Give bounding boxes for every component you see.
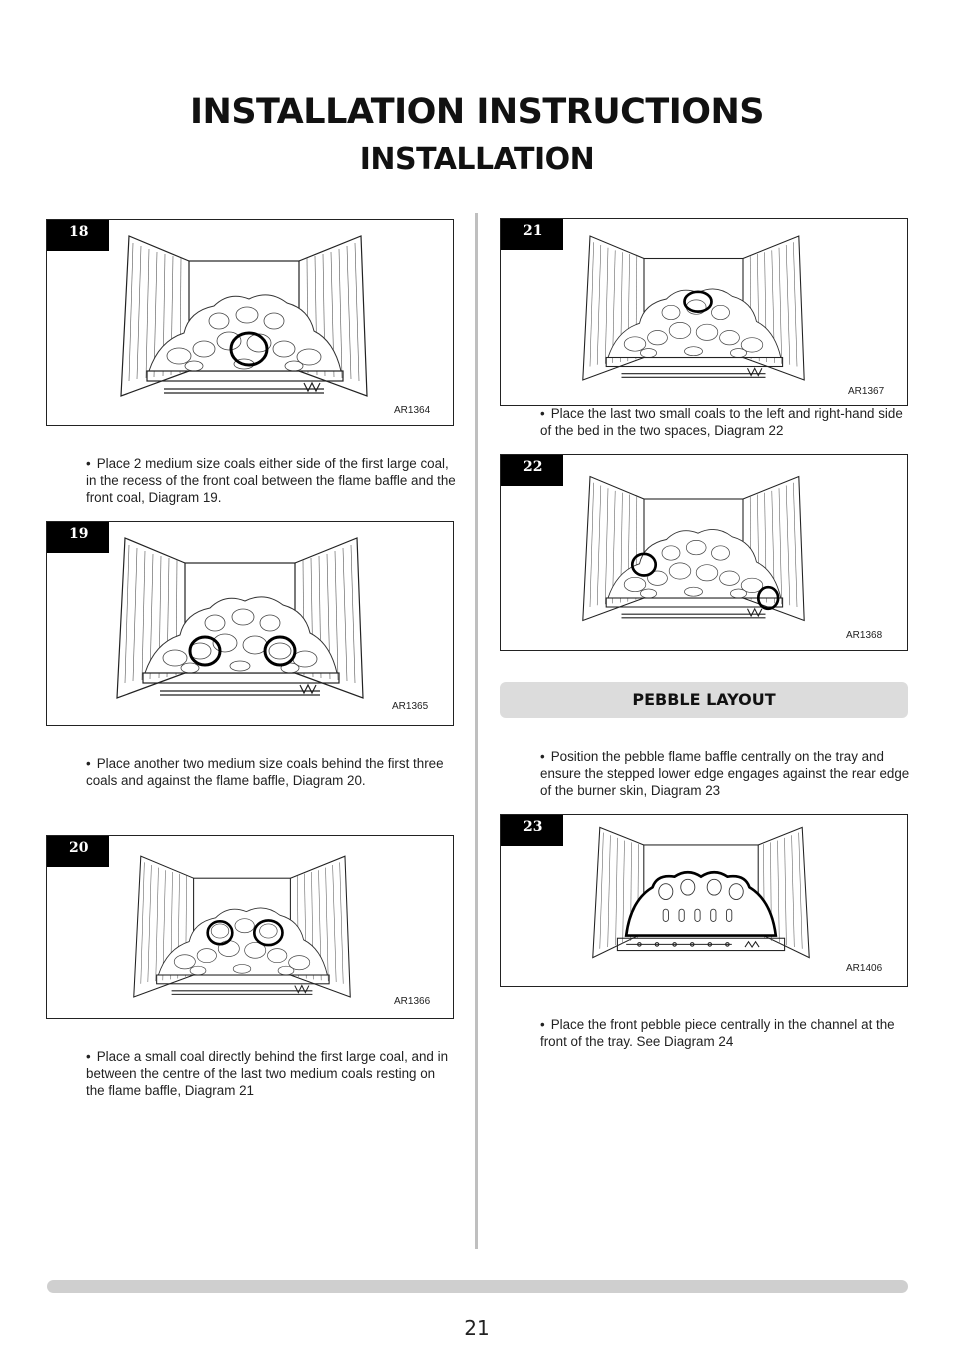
- bullet-point: •: [86, 756, 91, 771]
- column-divider: [475, 213, 478, 1249]
- bullet-point: •: [540, 406, 545, 421]
- instruction-paragraph: • Position the pebble flame baffle centrally on the tray and ensure the stepped lower edge engages against the rear edge of the burner skin, Diagram 23: [540, 749, 910, 798]
- diagram-code: AR1406: [846, 963, 883, 974]
- diagram-code: AR1367: [848, 386, 885, 397]
- firebox-illustration: [119, 226, 369, 416]
- bullet-point: •: [86, 1049, 91, 1064]
- diagram-code: AR1365: [392, 701, 429, 712]
- diagram-code: AR1364: [394, 405, 431, 416]
- diagram-22: [500, 454, 908, 651]
- diagram-code: AR1366: [394, 996, 431, 1007]
- diagram-label: 19: [47, 522, 109, 553]
- bullet-point: •: [86, 456, 91, 471]
- diagram-label: 23: [501, 815, 563, 846]
- diagram-label: 21: [501, 219, 563, 250]
- instruction-paragraph: • Place the last two small coals to the left and right-hand side of the bed in the two spaces, Diagram 22: [540, 406, 903, 438]
- diagram-23: [500, 814, 908, 987]
- diagram-label: 22: [501, 455, 563, 486]
- firebox-illustration: [115, 528, 365, 718]
- bullet-point: •: [540, 1017, 545, 1032]
- diagram-label: 20: [47, 836, 109, 867]
- instruction-paragraph: • Place the front pebble piece centrally in the channel at the front of the tray. See Diagram 24: [540, 1017, 895, 1049]
- footer-bar: [47, 1280, 908, 1293]
- page-title: INSTALLATION INSTRUCTIONS: [190, 92, 764, 132]
- diagram-18: [46, 219, 454, 426]
- instruction-paragraph: • Place a small coal directly behind the first large coal, and in between the centre of the last two medium coals resting on the flame baffle, Diagram 21: [86, 1049, 449, 1098]
- bullet-point: •: [540, 749, 545, 764]
- diagram-label: 18: [47, 220, 109, 251]
- diagram-21: [500, 218, 908, 406]
- pebble-baffle-illustration: [591, 821, 811, 971]
- firebox-illustration: [132, 846, 352, 1016]
- firebox-illustration: [581, 225, 806, 400]
- instruction-paragraph: • Place another two medium size coals behind the first three coals and against the flame baffle, Diagram 20.: [86, 756, 444, 788]
- firebox-illustration: [581, 463, 806, 643]
- diagram-code: AR1368: [846, 630, 883, 641]
- diagram-20: [46, 835, 454, 1019]
- page-number: 21: [464, 1316, 490, 1340]
- instruction-paragraph: • Place 2 medium size coals either side of the first large coal, in the recess of the front coal between the flame baffle and the front coal, Diagram 19.: [86, 456, 456, 505]
- section-heading: PEBBLE LAYOUT: [500, 682, 908, 718]
- page-subtitle: INSTALLATION: [359, 142, 595, 177]
- diagram-19: [46, 521, 454, 726]
